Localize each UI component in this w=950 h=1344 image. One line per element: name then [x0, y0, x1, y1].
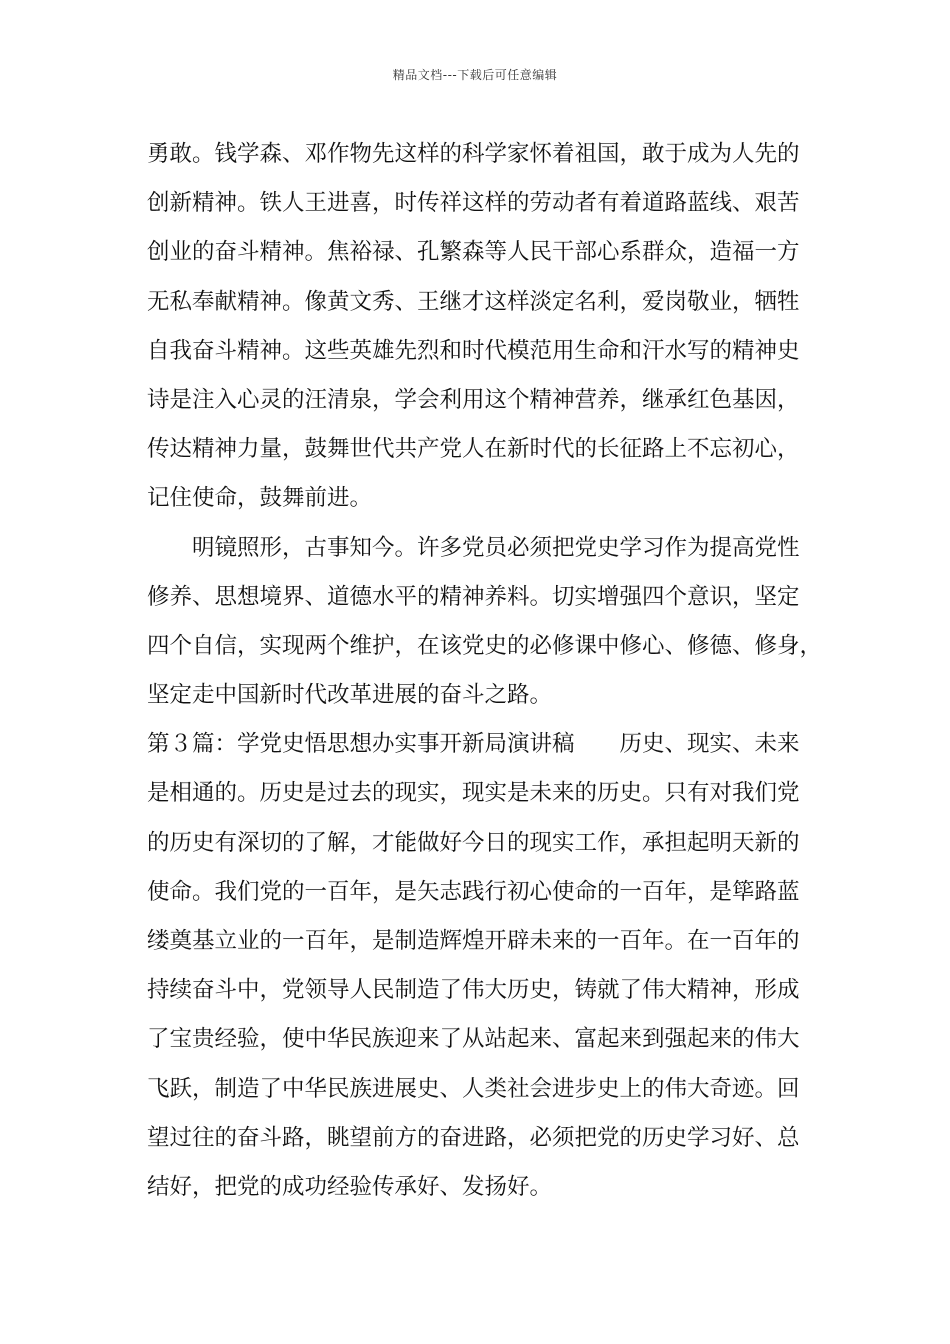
page-header: 精品文档---下载后可任意编辑	[392, 68, 558, 82]
text-line: 无私奉献精神。像黄文秀、王继才这样淡定名利，爱岗敬业，牺牲	[147, 288, 800, 315]
text-line: 坚定走中国新时代改革进展的奋斗之路。	[147, 682, 553, 709]
text-line: 创业的奋斗精神。焦裕禄、孔繁森等人民干部心系群众，造福一方	[147, 239, 800, 266]
section-heading-line: 第３篇：学党史悟思想办实事开新局演讲稿 历史、现实、未来	[147, 731, 800, 758]
text-line: 创新精神。铁人王进喜，时传祥这样的劳动者有着道路蓝线、艰苦	[147, 190, 800, 217]
text-line: 四个自信，实现两个维护，在该党史的必修课中修心、修德、修身，	[147, 632, 823, 659]
text-line: 传达精神力量，鼓舞世代共产党人在新时代的长征路上不忘初心，	[147, 436, 800, 463]
text-line: 望过往的奋斗路，眺望前方的奋进路，必须把党的历史学习好、总	[147, 1124, 800, 1151]
text-line: 勇敢。钱学森、邓作物先这样的科学家怀着祖国，敢于成为人先的	[147, 141, 800, 167]
text-line: 自我奋斗精神。这些英雄先烈和时代模范用生命和汗水写的精神史	[147, 337, 800, 364]
document-body	[147, 130, 827, 1212]
text-line: 明镜照形，古事知今。许多党员必须把党史学习作为提高党性	[147, 534, 800, 561]
text-line: 记住使命，鼓舞前进。	[147, 485, 373, 512]
text-line: 飞跃，制造了中华民族进展史、人类社会进步史上的伟大奇迹。回	[147, 1075, 800, 1102]
text-line: 的历史有深切的了解，才能做好今日的现实工作，承担起明天新的	[147, 829, 800, 856]
text-line: 持续奋斗中，党领导人民制造了伟大历史，铸就了伟大精神，形成	[147, 977, 800, 1004]
text-line: 缕奠基立业的一百年，是制造辉煌开辟未来的一百年。在一百年的	[147, 928, 800, 954]
text-line: 修养、思想境界、道德水平的精神养料。切实增强四个意识，坚定	[147, 583, 800, 610]
text-line: 诗是注入心灵的汪清泉，学会利用这个精神营养，继承红色基因，	[147, 386, 800, 413]
text-line: 使命。我们党的一百年，是矢志践行初心使命的一百年，是筚路蓝	[147, 878, 800, 905]
text-line: 是相通的。历史是过去的现实，现实是未来的历史。只有对我们党	[147, 780, 800, 807]
text-line: 了宝贵经验，使中华民族迎来了从站起来、富起来到强起来的伟大	[147, 1026, 800, 1053]
text-line: 结好，把党的成功经验传承好、发扬好。	[147, 1173, 553, 1200]
